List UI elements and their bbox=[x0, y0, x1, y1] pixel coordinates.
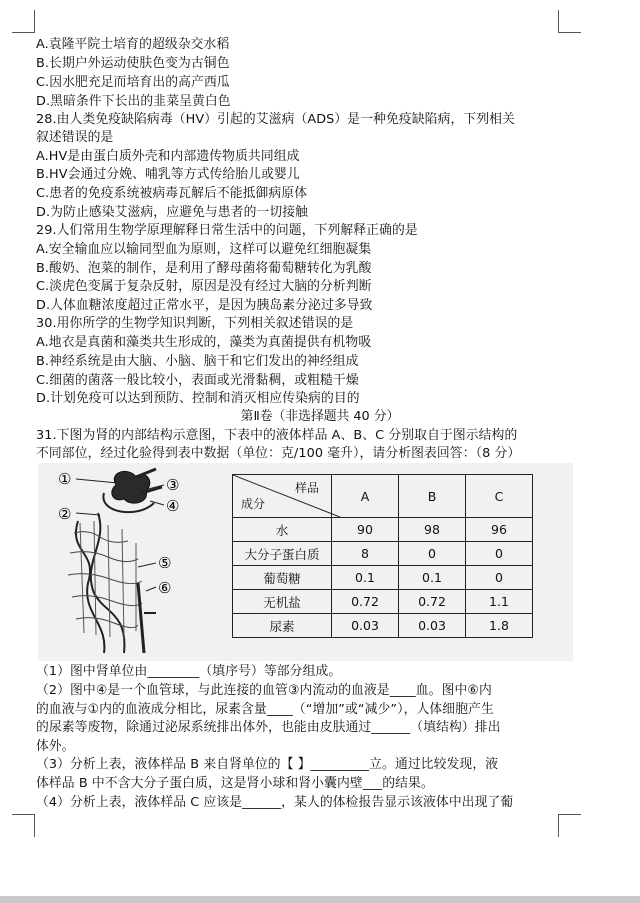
sample-data-table bbox=[232, 474, 533, 638]
text-line: A.HV是由蛋白质外壳和内部遗传物质共同组成 bbox=[36, 149, 300, 164]
row-name: 水 bbox=[233, 518, 332, 542]
text-line: B.长期户外运动使肤色变为古铜色 bbox=[36, 56, 230, 71]
text-line: A.安全输血应以输同型血为原则，这样可以避免红细胞凝集 bbox=[36, 242, 372, 257]
table-cell: 0.72 bbox=[332, 590, 399, 614]
text-line: C.因水肥充足而培育出的高产西瓜 bbox=[36, 75, 230, 90]
crop-mark-bottom-right bbox=[558, 814, 581, 837]
table-cell: 8 bbox=[332, 542, 399, 566]
table-cell: 90 bbox=[332, 518, 399, 542]
column-header: B bbox=[399, 475, 466, 518]
row-name: 尿素 bbox=[233, 614, 332, 638]
text-line: D.黑暗条件下长出的韭菜呈黄白色 bbox=[36, 94, 231, 109]
table-row bbox=[233, 542, 533, 566]
table-header-diagonal bbox=[233, 475, 332, 518]
text-line: D.为防止感染艾滋病，应避免与患者的一切接触 bbox=[36, 205, 309, 220]
kidney-structure-diagram bbox=[38, 463, 233, 661]
text-line: D.人体血糖浓度超过正常水平，是因为胰岛素分泌过多导致 bbox=[36, 298, 373, 313]
figure-label-3: ③ bbox=[166, 476, 180, 494]
table-cell: 1.1 bbox=[466, 590, 533, 614]
table-cell: 1.8 bbox=[466, 614, 533, 638]
column-header: C bbox=[466, 475, 533, 518]
table-cell: 0.1 bbox=[332, 566, 399, 590]
question-31-stem: 31.下图为肾的内部结构示意图，下表中的液体样品 A、B、C 分别取自于图示结构的 bbox=[36, 428, 518, 443]
bottom-edge-bar bbox=[0, 896, 640, 903]
figure-label-6: ⑥ bbox=[158, 579, 172, 597]
text-line: 的尿素等废物，除通过泌尿系统排出体外，也能由皮肤通过______（填结构）排出 bbox=[36, 720, 501, 735]
text-line: A.地衣是真菌和藻类共生形成的，藻类为真菌提供有机物吸 bbox=[36, 335, 372, 350]
text-line: 的血液与①内的血液成分相比，尿素含量____（“增加”或“减少”），人体细胞产生 bbox=[36, 702, 494, 717]
table-cell: 0.03 bbox=[399, 614, 466, 638]
sub-question-1: （1）图中肾单位由________（填序号）等部分组成。 bbox=[36, 664, 342, 679]
crop-mark-top-left bbox=[12, 10, 35, 33]
figure-label-4: ④ bbox=[166, 497, 180, 515]
text-line: 体样品 B 中不含大分子蛋白质，这是肾小球和肾小囊内壁___的结果。 bbox=[36, 776, 434, 791]
table-cell: 98 bbox=[399, 518, 466, 542]
table-cell: 0 bbox=[399, 542, 466, 566]
section-title: 第Ⅱ卷（非选择题共 40 分） bbox=[240, 409, 400, 424]
text-line: C.细菌的菌落一般比较小，表面或光滑黏稠，或粗糙干燥 bbox=[36, 373, 359, 388]
table-cell: 0 bbox=[466, 566, 533, 590]
question-30-stem: 30.用你所学的生物学知识判断，下列相关叙述错误的是 bbox=[36, 316, 354, 331]
row-name: 葡萄糖 bbox=[233, 566, 332, 590]
column-header: A bbox=[332, 475, 399, 518]
table-cell: 0.03 bbox=[332, 614, 399, 638]
table-row bbox=[233, 518, 533, 542]
table-row bbox=[233, 590, 533, 614]
figure-label-1: ① bbox=[58, 470, 72, 488]
figure-label-2: ② bbox=[58, 505, 72, 523]
text-line: D.计划免疫可以达到预防、控制和消灭相应传染病的目的 bbox=[36, 391, 360, 406]
row-name: 大分子蛋白质 bbox=[233, 542, 332, 566]
table-cell: 0.72 bbox=[399, 590, 466, 614]
table-row bbox=[233, 614, 533, 638]
text-line: A.袁隆平院士培育的超级杂交水稻 bbox=[36, 37, 230, 52]
sub-question-3: （3）分析上表，液体样品 B 来自肾单位的【 】_________立。通过比较发现，液 bbox=[36, 757, 499, 772]
header-sample-label: 样品 bbox=[294, 481, 319, 495]
sub-question-4: （4）分析上表，液体样品 C 应该是______，某人的体检报告显示该液体中出现了葡 bbox=[36, 795, 514, 810]
text-line: C.患者的免疫系统被病毒瓦解后不能抵御病原体 bbox=[36, 186, 308, 201]
sub-question-2: （2）图中④是一个血管球，与此连接的血管③内流动的血液是____血。图中⑥内 bbox=[36, 683, 492, 698]
question-28-stem: 叙述错误的是 bbox=[36, 130, 114, 145]
row-name: 无机盐 bbox=[233, 590, 332, 614]
text-line: C.淡虎色变属于复杂反射，原因是没有经过大脑的分析判断 bbox=[36, 279, 372, 294]
question-28-stem: 28.由人类免疫缺陷病毒（HV）引起的艾滋病（ADS）是一种免疫缺陷病，下列相关 bbox=[36, 112, 515, 127]
table-cell: 0 bbox=[466, 542, 533, 566]
text-line: B.HV会通过分娩、哺乳等方式传给胎儿或婴儿 bbox=[36, 167, 300, 182]
table-row bbox=[233, 566, 533, 590]
text-line: B.酸奶、泡菜的制作，是利用了酵母菌将葡萄糖转化为乳酸 bbox=[36, 261, 372, 276]
table-cell: 0.1 bbox=[399, 566, 466, 590]
figure-label-5: ⑤ bbox=[158, 554, 172, 572]
table-cell: 96 bbox=[466, 518, 533, 542]
text-line: 体外。 bbox=[36, 739, 75, 754]
question-31-stem: 不同部位，经过化验得到表中数据（单位：克/100 毫升），请分析图表回答：（8 分） bbox=[36, 446, 521, 461]
text-line: B.神经系统是由大脑、小脑、脑干和它们发出的神经组成 bbox=[36, 354, 359, 369]
crop-mark-bottom-left bbox=[12, 814, 35, 837]
header-component-label: 成分 bbox=[241, 497, 266, 511]
crop-mark-top-right bbox=[558, 10, 581, 33]
question-29-stem: 29.人们常用生物学原理解释日常生活中的问题，下列解释正确的是 bbox=[36, 223, 418, 238]
